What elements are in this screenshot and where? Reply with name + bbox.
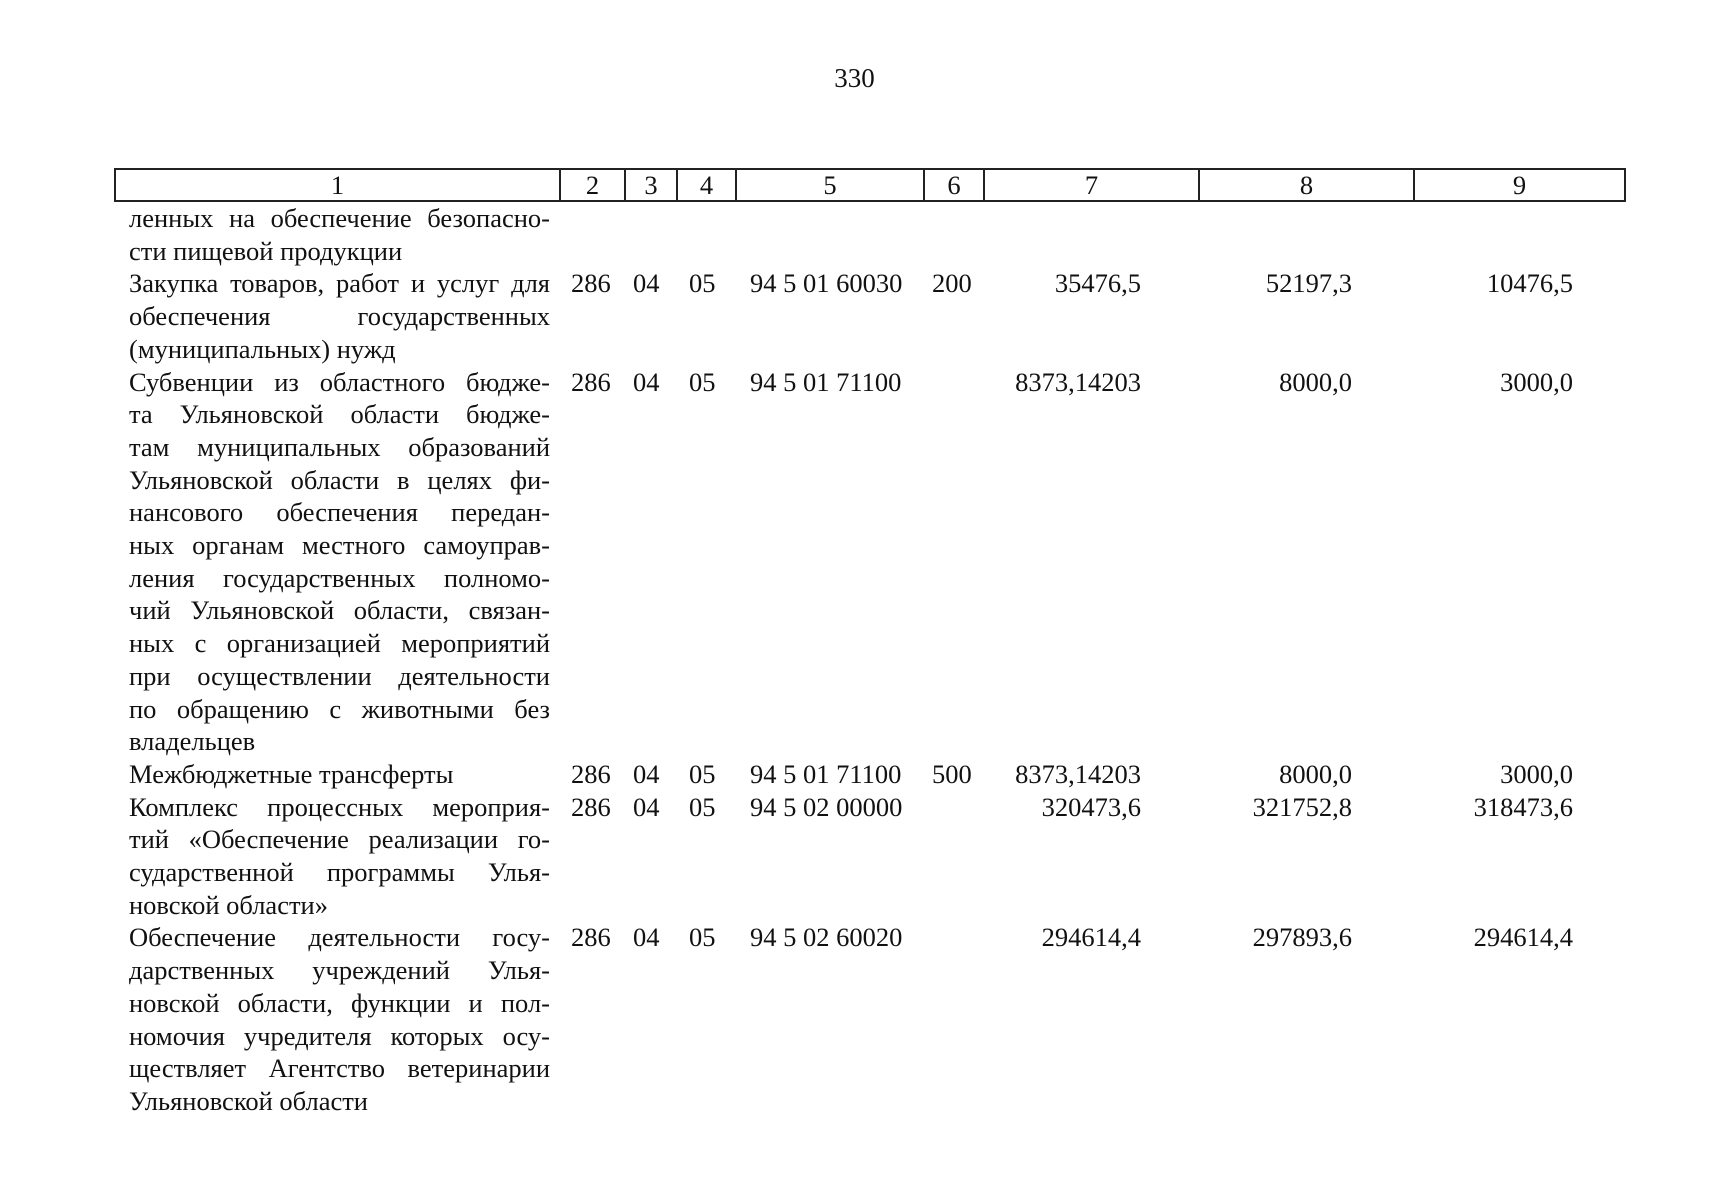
cell-amount-col8: 8000,0 [1279, 758, 1352, 789]
table-row [115, 791, 1625, 922]
cell-item-name [115, 921, 560, 1117]
item-name-line: нансового обеспечения передан- [129, 497, 550, 528]
cell-amount-col8: 8000,0 [1279, 366, 1352, 397]
budget-table [114, 168, 1626, 1118]
cell-subsection [677, 201, 736, 267]
item-name-line: та Ульяновской области бюдже- [129, 399, 550, 430]
item-name-line: владельцев [129, 726, 256, 757]
item-name-line: Межбюджетные трансферты [129, 758, 454, 789]
cell-item-name [115, 758, 560, 791]
cell-section: 04 [633, 268, 660, 299]
item-name-line: Ульяновской области в целях фи- [129, 464, 550, 495]
item-name-line: тий «Обеспечение реализации го- [129, 824, 550, 855]
table-row [115, 758, 1625, 791]
cell-subsection: 05 [689, 922, 716, 953]
cell-amount-col9: 10476,5 [1486, 268, 1573, 299]
cell-admin-code: 286 [571, 791, 611, 822]
cell-subsection: 05 [689, 366, 716, 397]
table-row [115, 366, 1625, 758]
cell-admin-code: 286 [571, 366, 611, 397]
cell-target-article [736, 201, 924, 267]
cell-amount-col9: 3000,0 [1500, 758, 1573, 789]
item-name-line: по обращению с животными без [129, 693, 550, 724]
cell-amount-col8: 321752,8 [1252, 791, 1352, 822]
cell-admin-code: 286 [571, 268, 611, 299]
cell-section: 04 [633, 366, 660, 397]
cell-amount-col8: 297893,6 [1252, 922, 1352, 953]
item-name-line: новской области» [129, 889, 328, 920]
item-name-line: сти пищевой продукции [129, 235, 403, 266]
item-name-line: дарственных учреждений Улья- [129, 955, 550, 986]
column-header-7: 7 [984, 169, 1199, 201]
item-name-line: при осуществлении деятельности [129, 660, 550, 691]
cell-section: 04 [633, 791, 660, 822]
cell-subsection: 05 [689, 758, 716, 789]
cell-amount-col7: 294614,4 [1041, 922, 1141, 953]
cell-admin-code: 286 [571, 922, 611, 953]
column-header-8: 8 [1199, 169, 1414, 201]
item-name-line: (муниципальных) нужд [129, 333, 396, 364]
cell-amount-col8 [1199, 201, 1414, 267]
cell-item-name [115, 366, 560, 758]
column-header-9: 9 [1414, 169, 1625, 201]
item-name-line: ных с организацией мероприятий [129, 628, 550, 659]
table-row [115, 267, 1625, 365]
cell-expense-type [924, 366, 984, 758]
cell-amount-col9: 318473,6 [1473, 791, 1573, 822]
page-number: 330 [834, 63, 875, 93]
cell-amount-col9: 294614,4 [1473, 922, 1573, 953]
cell-item-name [115, 791, 560, 922]
item-name-line: ществляет Агентство ветеринарии [129, 1053, 550, 1084]
item-name-line: ных органам местного самоуправ- [129, 530, 550, 561]
cell-amount-col7: 320473,6 [1041, 791, 1141, 822]
cell-expense-type: 200 [932, 268, 972, 299]
item-name-line: Субвенции из областного бюдже- [129, 366, 550, 397]
cell-section: 04 [633, 758, 660, 789]
cell-expense-type [924, 201, 984, 267]
item-name-line: сударственной программы Улья- [129, 857, 550, 888]
column-header-4: 4 [677, 169, 736, 201]
cell-expense-type [924, 791, 984, 922]
cell-section: 04 [633, 922, 660, 953]
item-name-line: Обеспечение деятельности госу- [129, 922, 550, 953]
table-header-row [115, 169, 1625, 201]
column-header-6: 6 [924, 169, 984, 201]
cell-amount-col7: 8373,14203 [1015, 366, 1141, 397]
cell-amount-col9: 3000,0 [1500, 366, 1573, 397]
cell-item-name [115, 267, 560, 365]
table-body [115, 201, 1625, 1118]
cell-expense-type: 500 [932, 758, 972, 789]
cell-section [625, 201, 677, 267]
cell-amount-col7 [984, 201, 1199, 267]
cell-subsection: 05 [689, 268, 716, 299]
item-name-line: ленных на обеспечение безопасно- [129, 203, 550, 233]
item-name-line: Закупка товаров, работ и услуг для [129, 268, 550, 299]
column-header-5: 5 [736, 169, 924, 201]
cell-admin-code: 286 [571, 758, 611, 789]
item-name-line: ления государственных полномо- [129, 562, 550, 593]
column-header-3: 3 [625, 169, 677, 201]
cell-expense-type [924, 921, 984, 1117]
cell-amount-col7: 35476,5 [1054, 268, 1141, 299]
cell-target-article: 94 5 02 00000 [750, 791, 903, 822]
cell-target-article: 94 5 02 60020 [750, 922, 903, 953]
item-name-line: новской области, функции и пол- [129, 987, 550, 1018]
item-name-line: Ульяновской области [129, 1085, 368, 1116]
cell-target-article: 94 5 01 71100 [750, 758, 902, 789]
column-header-2: 2 [560, 169, 625, 201]
item-name-line: Комплекс процессных мероприя- [129, 791, 550, 822]
cell-amount-col8: 52197,3 [1265, 268, 1352, 299]
column-header-1: 1 [115, 169, 560, 201]
item-name-line: обеспечения государственных [129, 301, 550, 332]
cell-subsection: 05 [689, 791, 716, 822]
table-row [115, 201, 1625, 267]
cell-amount-col9 [1414, 201, 1625, 267]
item-name-line: номочия учредителя которых осу- [129, 1020, 550, 1051]
item-name-line: там муниципальных образований [129, 431, 550, 462]
item-name-line: чий Ульяновской области, связан- [129, 595, 550, 626]
cell-amount-col7: 8373,14203 [1015, 758, 1141, 789]
table-row [115, 921, 1625, 1117]
cell-item-name [115, 201, 560, 267]
cell-admin-code [560, 201, 625, 267]
cell-target-article: 94 5 01 71100 [750, 366, 902, 397]
cell-target-article: 94 5 01 60030 [750, 268, 903, 299]
